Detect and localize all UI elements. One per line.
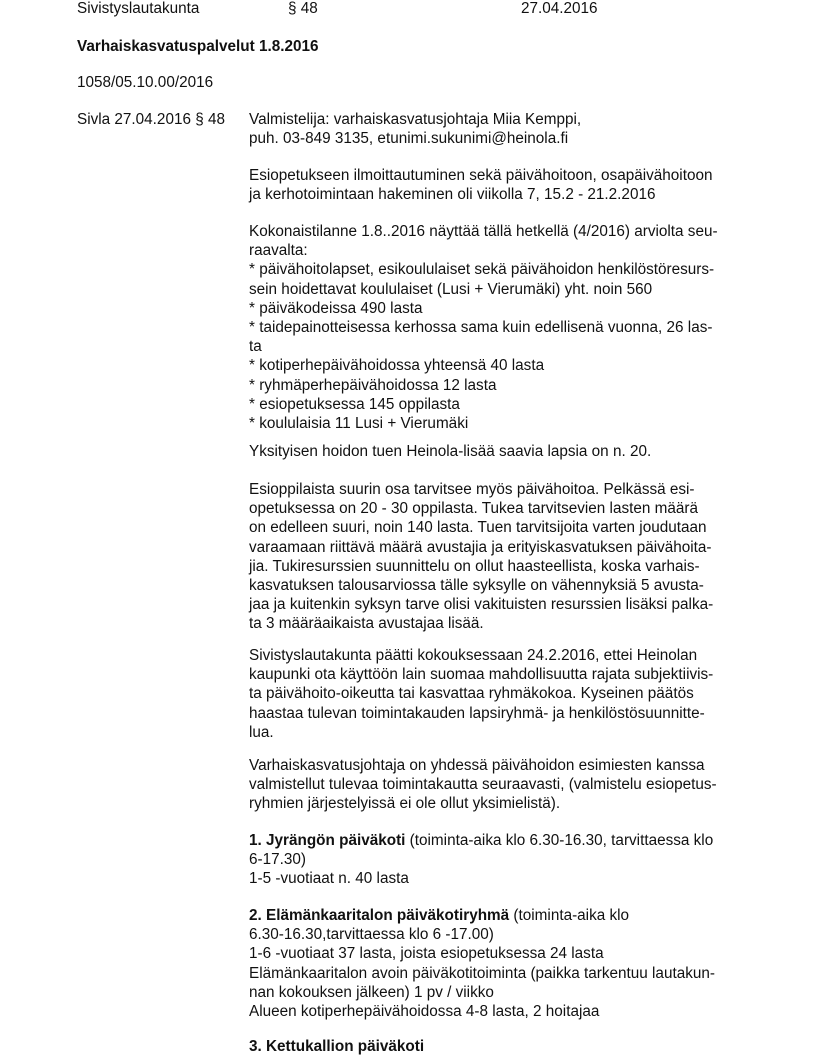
text-line: ja kerhotoimintaan hakeminen oli viikolla 7, 15.2 - 21.2.2016 <box>249 186 656 204</box>
text-line: Yksityisen hoidon tuen Heinola-lisää saavia lapsia on n. 20. <box>249 443 652 460</box>
list-item: * päiväkodeissa 490 lasta <box>249 299 423 317</box>
text-line: ryhmien järjestelyissä ei ole ollut yksimielistä). <box>249 795 561 813</box>
text-line: Kokonaistilanne 1.8..2016 näyttää tällä hetkellä (4/2016) arviolta seu- <box>249 223 718 240</box>
unit-hours: (toiminta-aika klo <box>509 907 630 924</box>
paragraph-planning <box>249 756 717 814</box>
text-line: haastaa tulevan toimintakauden lapsiryhmä- ja henkilöstösuunnitte- <box>249 704 705 722</box>
text-line: sein hoidettavat koululaiset (Lusi + Vierumäki) yht. noin 560 <box>249 280 653 298</box>
text-line: varaamaan riittävä määrä avustajia ja erityiskasvatuksen päivähoita- <box>249 538 712 556</box>
list-item: * taidepainotteisessa kerhossa sama kuin edellisenä vuonna, 26 las- <box>249 319 713 337</box>
text-line: 1-5 -vuotiaat n. 40 lasta <box>249 870 409 888</box>
meeting-date: 27.04.2016 <box>521 0 598 17</box>
unit-elamankaaritalo <box>249 906 715 1021</box>
paragraph-overview <box>249 222 718 433</box>
text-line: opetuksessa on 20 - 30 oppilasta. Tukea tarvitsevien lasten määrä <box>249 500 698 518</box>
text-line: kasvatuksen talousarviossa tälle syksylle on vähennyksiä 5 avusta- <box>249 577 704 595</box>
paragraph-board-decision <box>249 646 713 742</box>
text-line: raavalta: <box>249 242 308 260</box>
text-line: Sivistyslautakunta päätti kokouksessaan 24.2.2016, ettei Heinolan <box>249 647 698 664</box>
list-item: * kotiperhepäivähoidossa yhteensä 40 lasta <box>249 357 545 375</box>
list-item: * esiopetuksessa 145 oppilasta <box>249 395 460 413</box>
text-line: Varhaiskasvatusjohtaja on yhdessä päivähoidon esimiesten kanssa <box>249 757 705 774</box>
text-line: nan kokouksen jälkeen) 1 pv / viikko <box>249 983 494 1001</box>
record-number: 1058/05.10.00/2016 <box>77 74 214 91</box>
committee-name: Sivistyslautakunta <box>77 0 200 17</box>
text-line: valmistellut tulevaa toimintakautta seuraavasti, (valmistelu esiopetus- <box>249 776 717 794</box>
paragraph-private-care <box>249 442 651 461</box>
unit-name: 1. Jyrängön päiväkoti <box>249 832 406 849</box>
unit-kettukallion-paivakoti <box>249 1037 424 1056</box>
text-line: 6.30-16.30,tarvittaessa klo 6 -17.00) <box>249 926 494 944</box>
list-item: * päivähoitolapset, esikoululaiset sekä päivähoidon henkilöstöresurs- <box>249 261 715 279</box>
unit-jyrangon-paivakoti <box>249 831 713 889</box>
preparer-info <box>249 110 581 148</box>
text-line: jaa ja kuitenkin syksyn tarve olisi vakituisten resurssien lisäksi palka- <box>249 596 714 614</box>
text-line: ta 3 määräaikaista avustajaa lisää. <box>249 615 484 633</box>
text-line: Esioppilaista suurin osa tarvitsee myös päivähoitoa. Pelkässä esi- <box>249 481 695 498</box>
text-line: ta päivähoito-oikeutta tai kasvattaa ryhmäkokoa. Kyseinen päätös <box>249 685 694 703</box>
text-line: Elämänkaaritalon avoin päiväkotitoiminta (paikka tarkentuu lautakun- <box>249 964 715 982</box>
unit-hours: (toiminta-aika klo 6.30-16.30, tarvittaessa klo <box>405 832 714 849</box>
text-line: kaupunki ota käyttöön lain suomaa mahdollisuutta rajata subjektiivis- <box>249 666 714 684</box>
list-item: * ryhmäperhepäivähoidossa 12 lasta <box>249 376 497 394</box>
unit-name: 2. Elämänkaaritalon päiväkotiryhmä <box>249 907 510 924</box>
text-line: jia. Tukiresurssien suunnittelu on ollut haasteellista, koska varhais- <box>249 557 700 575</box>
text-line: Esiopetukseen ilmoittautuminen sekä päivähoitoon, osapäivähoitoon <box>249 167 713 184</box>
text-line: on edelleen suuri, noin 140 lasta. Tuen tarvitsijoita varten joudutaan <box>249 519 707 537</box>
text-line: lua. <box>249 723 274 741</box>
paragraph-registration <box>249 166 712 204</box>
preparer-line: Valmistelija: varhaiskasvatusjohtaja Miia Kemppi, <box>249 111 582 128</box>
document-title: Varhaiskasvatuspalvelut 1.8.2016 <box>77 38 319 55</box>
section-number: § 48 <box>288 0 318 17</box>
text-line: 6-17.30) <box>249 851 306 869</box>
preparer-contact: puh. 03-849 3135, etunimi.sukunimi@heinola.fi <box>249 130 569 148</box>
meeting-reference: Sivla 27.04.2016 § 48 <box>77 111 225 128</box>
text-line: ta <box>249 338 262 356</box>
text-line: Alueen kotiperhepäivähoidossa 4-8 lasta, 2 hoitajaa <box>249 1003 600 1021</box>
unit-name: 3. Kettukallion päiväkoti <box>249 1038 425 1055</box>
paragraph-preschool-needs <box>249 480 713 634</box>
text-line: 1-6 -vuotiaat 37 lasta, joista esiopetuksessa 24 lasta <box>249 945 604 963</box>
list-item: * koululaisia 11 Lusi + Vierumäki <box>249 415 469 433</box>
